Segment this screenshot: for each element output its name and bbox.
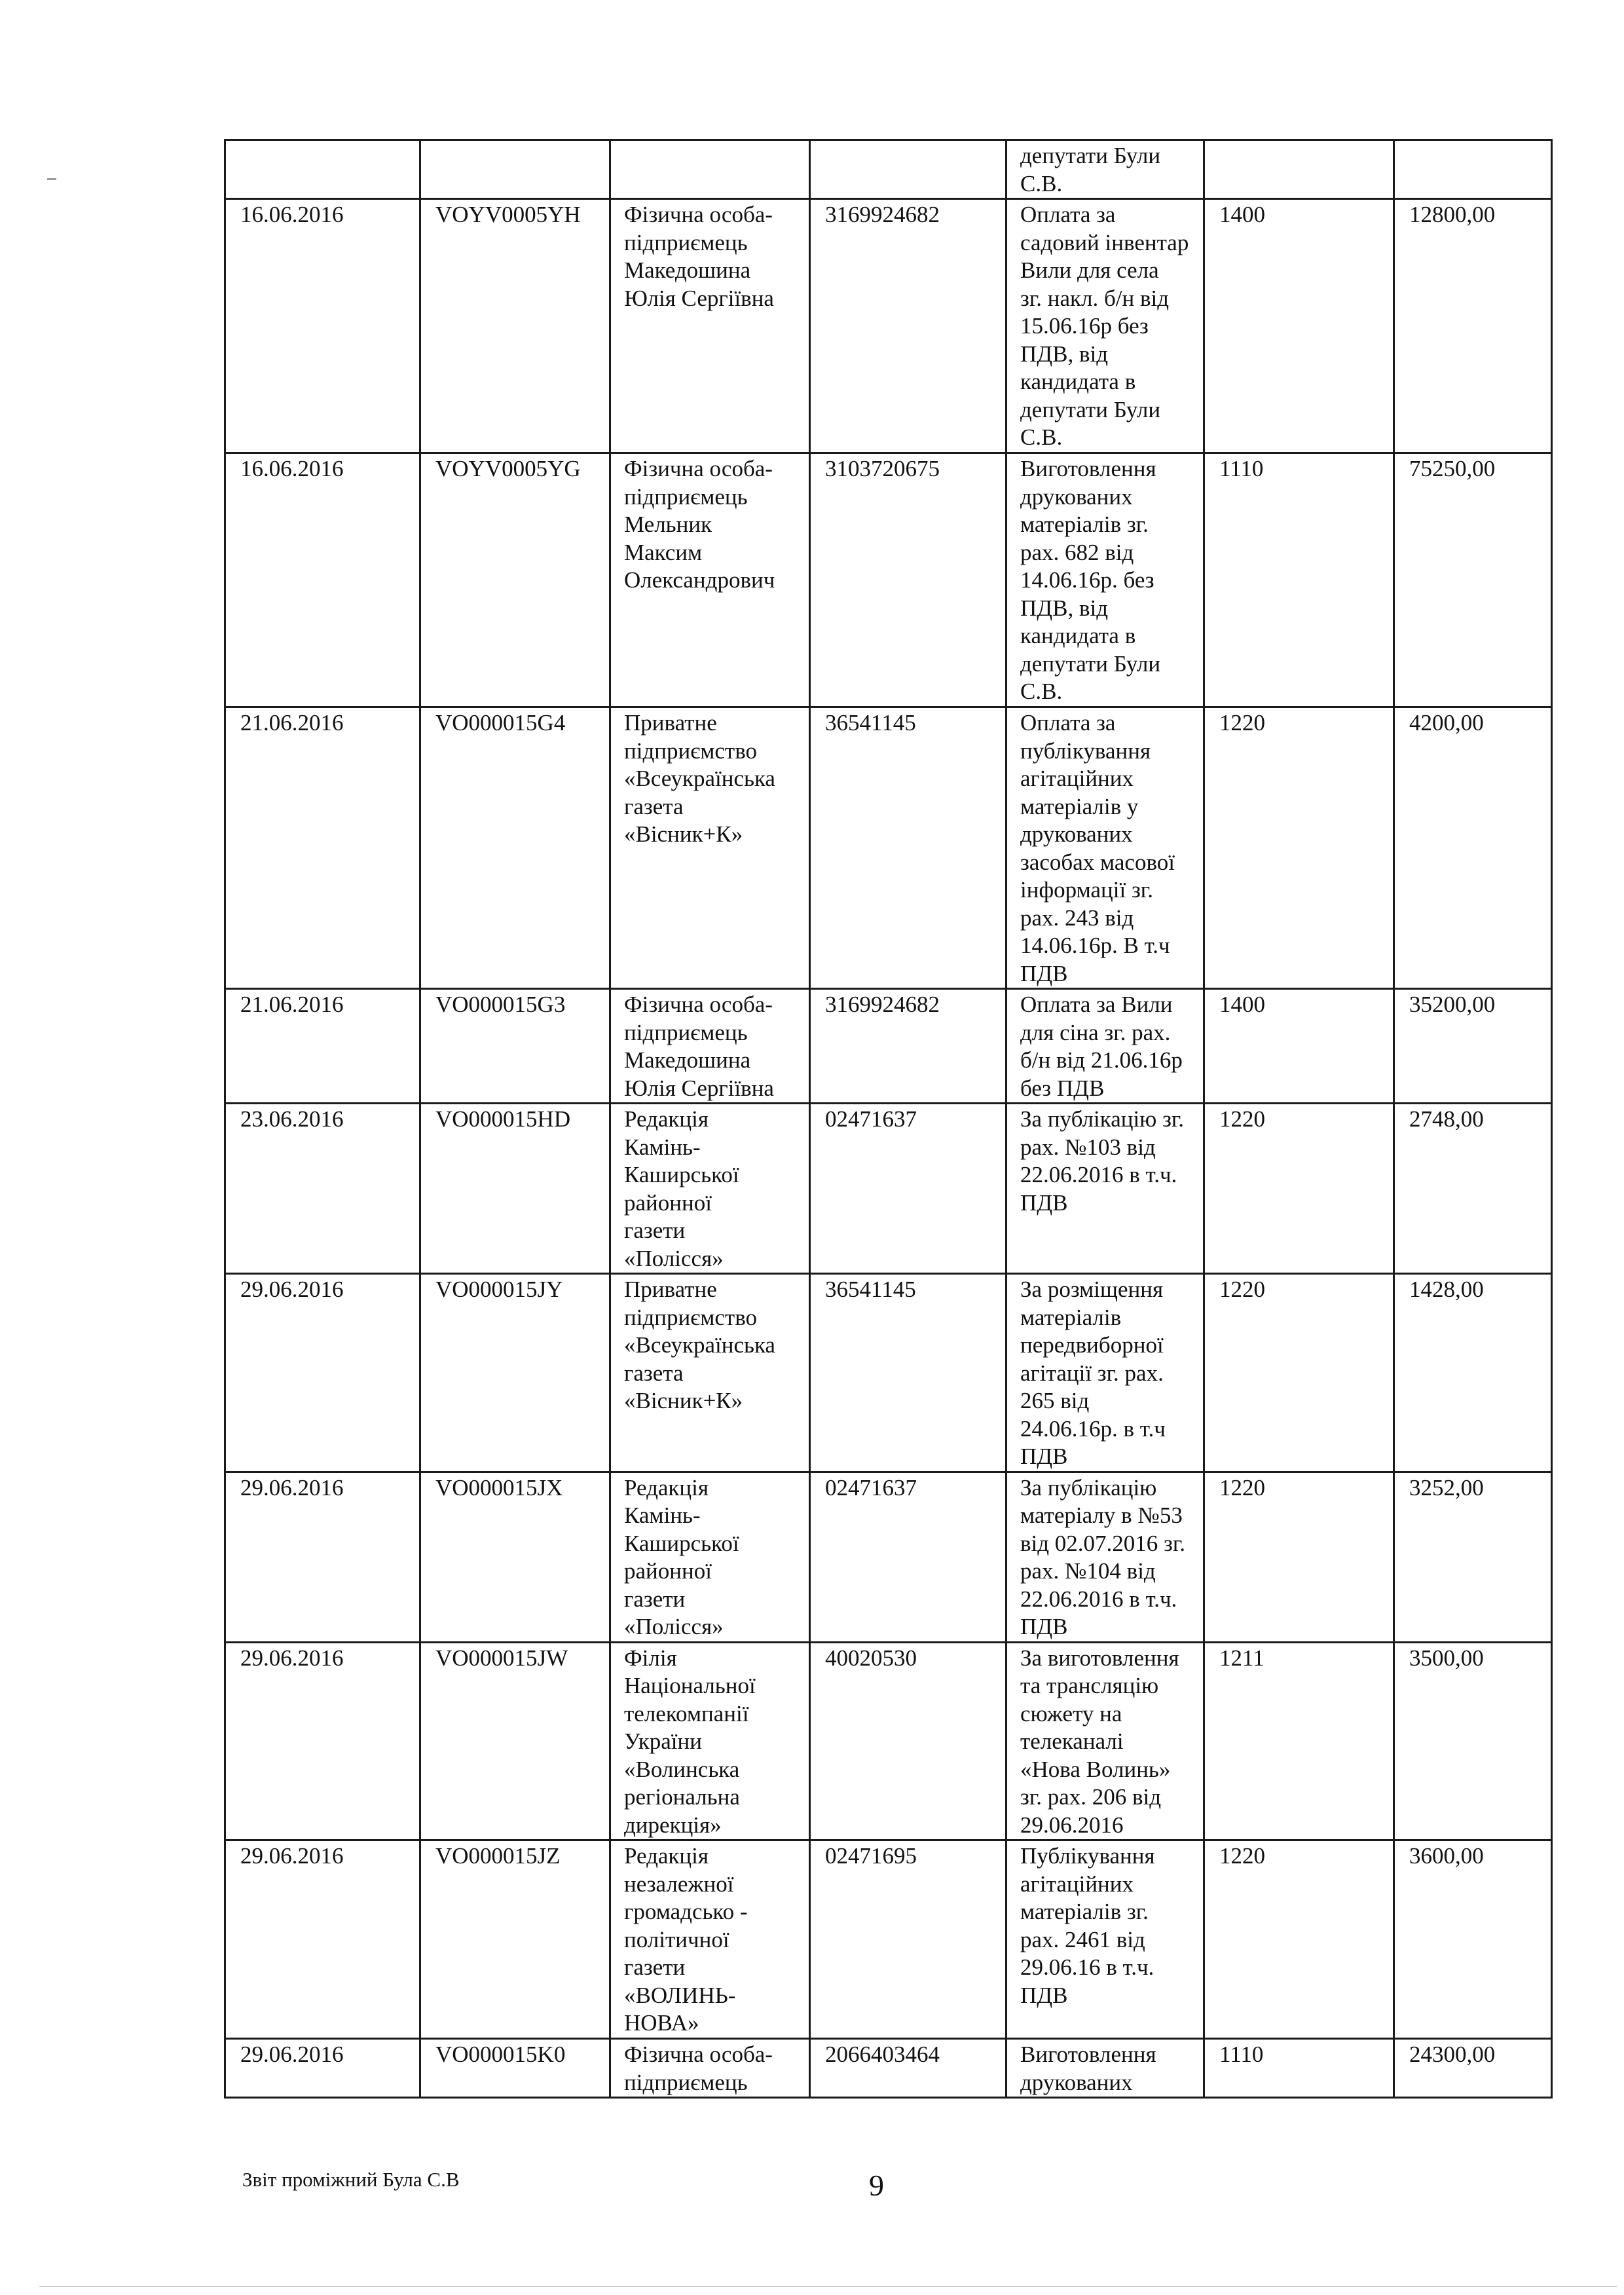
- text-line: газети: [624, 1954, 686, 1980]
- text-line: садовий інвентар: [1020, 229, 1189, 255]
- cell-purpose: [1006, 1104, 1204, 1274]
- text-line: інформації зг.: [1020, 877, 1153, 903]
- text-line: Олександрович: [624, 567, 775, 593]
- cell-amount: 12800,00: [1394, 199, 1552, 453]
- cell-article-code: 1110: [1204, 2039, 1394, 2098]
- table-row: [225, 1274, 1552, 1472]
- text-line: «Всеукраїнська: [624, 766, 775, 791]
- cell-document-number: VO000015JX: [420, 1472, 610, 1642]
- cell-code: [810, 140, 1006, 199]
- text-line: «Полісся»: [624, 1245, 724, 1271]
- cell-payee: [610, 453, 810, 707]
- cell-amount: 2748,00: [1394, 1104, 1552, 1274]
- cell-payee: [610, 140, 810, 199]
- text-line: матеріалів зг.: [1020, 512, 1149, 537]
- text-line: Максим: [624, 539, 703, 565]
- cell-article-code: 1220: [1204, 707, 1394, 989]
- cell-date: 29.06.2016: [225, 1472, 420, 1642]
- text-line: С.В.: [1020, 679, 1063, 704]
- text-line: Редакція: [624, 1474, 709, 1501]
- cell-document-number: VOYV0005YH: [420, 199, 610, 453]
- text-line: За публікацію: [1020, 1474, 1157, 1501]
- text-line: без ПДВ: [1020, 1075, 1105, 1101]
- text-line: За публікацію зг.: [1020, 1106, 1185, 1132]
- text-line: Камінь-: [624, 1134, 701, 1160]
- scan-artifact: [47, 178, 56, 180]
- cell-payee: [610, 2039, 810, 2098]
- cell-date: 29.06.2016: [225, 2039, 420, 2098]
- text-line: Камінь-: [624, 1502, 701, 1528]
- text-line: рах. №104 від: [1020, 1558, 1156, 1584]
- text-line: політичної: [624, 1926, 729, 1952]
- table-row: [225, 1642, 1552, 1840]
- text-line: ПДВ, від: [1020, 341, 1109, 367]
- cell-code: 3169924682: [810, 199, 1006, 453]
- text-line: С.В.: [1020, 170, 1063, 196]
- text-line: матеріалів у: [1020, 793, 1139, 819]
- text-line: рах. 243 від: [1020, 905, 1134, 931]
- text-line: телеканалі: [1020, 1728, 1124, 1754]
- text-line: від 02.07.2016 зг.: [1020, 1530, 1186, 1556]
- text-line: кандидата в: [1020, 369, 1136, 394]
- table-row: [225, 1104, 1552, 1274]
- text-line: Вили для села: [1020, 257, 1159, 283]
- cell-article-code: 1110: [1204, 453, 1394, 707]
- text-line: С.В.: [1020, 424, 1063, 450]
- text-line: підприємець: [624, 229, 748, 255]
- cell-code: 3103720675: [810, 453, 1006, 707]
- text-line: агітаційних: [1020, 1871, 1134, 1897]
- cell-purpose: [1006, 989, 1204, 1104]
- cell-article-code: 1211: [1204, 1642, 1394, 1840]
- text-line: газета: [624, 793, 684, 819]
- text-line: рах. 682 від: [1020, 539, 1134, 565]
- cell-document-number: VO000015HD: [420, 1104, 610, 1274]
- text-line: ПДВ: [1020, 1189, 1068, 1216]
- text-line: Юлія Сергіївна: [624, 285, 774, 311]
- cell-amount: [1394, 140, 1552, 199]
- text-line: Оплата за: [1020, 202, 1116, 227]
- text-line: незалежної: [624, 1871, 734, 1897]
- text-line: ПДВ: [1020, 960, 1068, 986]
- text-line: друкованих: [1020, 821, 1133, 847]
- scan-edge-line: [39, 2286, 1617, 2287]
- text-line: районної: [624, 1558, 712, 1584]
- text-line: рах. 2461 від: [1020, 1926, 1145, 1952]
- cell-purpose: [1006, 1840, 1204, 2039]
- text-line: Фізична особа-: [624, 456, 773, 481]
- text-line: друкованих: [1020, 483, 1133, 510]
- text-line: агітаційних: [1020, 766, 1134, 791]
- table-row: [225, 1472, 1552, 1642]
- text-line: підприємець: [624, 1019, 748, 1045]
- cell-code: 02471695: [810, 1840, 1006, 2039]
- cell-date: 29.06.2016: [225, 1274, 420, 1472]
- table-row: [225, 140, 1552, 199]
- table-row: [225, 989, 1552, 1104]
- cell-article-code: 1220: [1204, 1840, 1394, 2039]
- text-line: 29.06.16 в т.ч.: [1020, 1954, 1154, 1980]
- text-line: Македошина: [624, 1047, 751, 1073]
- cell-date: 29.06.2016: [225, 1840, 420, 2039]
- cell-document-number: VO000015JZ: [420, 1840, 610, 2039]
- cell-purpose: [1006, 707, 1204, 989]
- cell-amount: 35200,00: [1394, 989, 1552, 1104]
- cell-code: 02471637: [810, 1104, 1006, 1274]
- text-line: газети: [624, 1586, 686, 1612]
- text-line: «Вісник+К»: [624, 1388, 743, 1413]
- text-line: матеріалів: [1020, 1304, 1122, 1330]
- cell-amount: 75250,00: [1394, 453, 1552, 707]
- cell-date: 21.06.2016: [225, 707, 420, 989]
- text-line: Фізична особа-: [624, 2042, 773, 2067]
- text-line: України: [624, 1728, 702, 1754]
- text-line: 24.06.16р. в т.ч: [1020, 1415, 1166, 1442]
- text-line: засобах масової: [1020, 849, 1175, 875]
- text-line: підприємець: [624, 483, 748, 510]
- table-row: [225, 2039, 1552, 2098]
- text-line: Редакція: [624, 1106, 709, 1132]
- text-line: для сіна зг. рах.: [1020, 1019, 1171, 1045]
- cell-document-number: VO000015G3: [420, 989, 610, 1104]
- text-line: «Полісся»: [624, 1614, 724, 1639]
- text-line: та трансляцію: [1020, 1673, 1159, 1698]
- cell-article-code: 1400: [1204, 199, 1394, 453]
- page-number: 9: [869, 2169, 884, 2202]
- text-line: Каширської: [624, 1162, 739, 1187]
- cell-purpose: [1006, 199, 1204, 453]
- table-body: [225, 140, 1552, 2098]
- text-line: «ВОЛИНЬ-: [624, 1982, 736, 2008]
- text-line: Фізична особа-: [624, 992, 773, 1017]
- cell-purpose: [1006, 453, 1204, 707]
- text-line: підприємець: [624, 2069, 748, 2095]
- text-line: «Всеукраїнська: [624, 1332, 775, 1358]
- text-line: 29.06.2016: [1020, 1812, 1124, 1838]
- text-line: Оплата за: [1020, 710, 1116, 736]
- cell-purpose: [1006, 1274, 1204, 1472]
- cell-article-code: [1204, 140, 1394, 199]
- cell-article-code: 1220: [1204, 1472, 1394, 1642]
- text-line: кандидата в: [1020, 623, 1136, 648]
- text-line: ПДВ: [1020, 1614, 1068, 1639]
- text-line: Виготовлення: [1020, 456, 1156, 481]
- text-line: Філія: [624, 1645, 677, 1671]
- cell-document-number: VO000015G4: [420, 707, 610, 989]
- text-line: 14.06.16р. без: [1020, 567, 1154, 593]
- table-row: [225, 199, 1552, 453]
- text-line: сюжету на: [1020, 1700, 1122, 1726]
- text-line: газети: [624, 1218, 686, 1243]
- cell-amount: 1428,00: [1394, 1274, 1552, 1472]
- text-line: 265 від: [1020, 1388, 1090, 1413]
- table-row: [225, 707, 1552, 989]
- cell-document-number: VO000015JY: [420, 1274, 610, 1472]
- text-line: передвиборної: [1020, 1332, 1164, 1358]
- text-line: друкованих: [1020, 2069, 1133, 2095]
- cell-code: 02471637: [810, 1472, 1006, 1642]
- text-line: Мельник: [624, 512, 712, 537]
- cell-payee: [610, 1840, 810, 2039]
- expenses-table: [224, 139, 1553, 2099]
- text-line: зг. накл. б/н від: [1020, 285, 1170, 311]
- text-line: За виготовлення: [1020, 1645, 1179, 1671]
- cell-article-code: 1220: [1204, 1104, 1394, 1274]
- text-line: ПДВ: [1020, 1444, 1068, 1469]
- cell-payee: [610, 707, 810, 989]
- text-line: ПДВ: [1020, 1982, 1068, 2008]
- cell-date: 23.06.2016: [225, 1104, 420, 1274]
- text-line: б/н від 21.06.16р: [1020, 1047, 1183, 1073]
- text-line: матеріалів зг.: [1020, 1899, 1149, 1924]
- cell-purpose: [1006, 1642, 1204, 1840]
- cell-date: 29.06.2016: [225, 1642, 420, 1840]
- text-line: Оплата за Вили: [1020, 992, 1173, 1017]
- text-line: Приватне: [624, 710, 717, 736]
- text-line: 22.06.2016 в т.ч.: [1020, 1162, 1177, 1187]
- text-line: Македошина: [624, 257, 751, 283]
- cell-payee: [610, 1104, 810, 1274]
- cell-date: 21.06.2016: [225, 989, 420, 1104]
- cell-code: 3169924682: [810, 989, 1006, 1104]
- text-line: рах. №103 від: [1020, 1134, 1156, 1160]
- text-line: публікування: [1020, 737, 1151, 764]
- text-line: матеріалу в №53: [1020, 1502, 1183, 1528]
- cell-purpose: [1006, 2039, 1204, 2098]
- cell-code: 36541145: [810, 707, 1006, 989]
- cell-date: 16.06.2016: [225, 453, 420, 707]
- cell-document-number: [420, 140, 610, 199]
- text-line: 15.06.16р без: [1020, 313, 1149, 339]
- cell-amount: 4200,00: [1394, 707, 1552, 989]
- text-line: Національної: [624, 1673, 756, 1698]
- cell-amount: 3600,00: [1394, 1840, 1552, 2039]
- cell-payee: [610, 1642, 810, 1840]
- cell-article-code: 1400: [1204, 989, 1394, 1104]
- text-line: 14.06.16р. В т.ч: [1020, 933, 1170, 958]
- text-line: регіональна: [624, 1784, 740, 1810]
- text-line: 22.06.2016 в т.ч.: [1020, 1586, 1177, 1612]
- text-line: громадсько -: [624, 1899, 748, 1924]
- text-line: депутати Були: [1020, 650, 1161, 677]
- report-title-footer: Звіт проміжний Була С.В: [242, 2168, 460, 2191]
- text-line: телекомпанії: [624, 1700, 749, 1726]
- text-line: «Волинська: [624, 1756, 740, 1782]
- cell-document-number: VO000015JW: [420, 1642, 610, 1840]
- text-line: «Нова Волинь»: [1020, 1756, 1171, 1782]
- table-row: [225, 453, 1552, 707]
- cell-document-number: VOYV0005YG: [420, 453, 610, 707]
- cell-payee: [610, 989, 810, 1104]
- cell-amount: 24300,00: [1394, 2039, 1552, 2098]
- cell-payee: [610, 199, 810, 453]
- cell-amount: 3500,00: [1394, 1642, 1552, 1840]
- cell-payee: [610, 1274, 810, 1472]
- text-line: Публікування: [1020, 1843, 1155, 1869]
- text-line: Виготовлення: [1020, 2042, 1156, 2067]
- cell-date: [225, 140, 420, 199]
- text-line: Юлія Сергіївна: [624, 1075, 774, 1101]
- cell-amount: 3252,00: [1394, 1472, 1552, 1642]
- cell-document-number: VO000015K0: [420, 2039, 610, 2098]
- text-line: агітації зг. рах.: [1020, 1360, 1164, 1386]
- cell-code: 2066403464: [810, 2039, 1006, 2098]
- text-line: депутати Були: [1020, 396, 1161, 422]
- table-row: [225, 1840, 1552, 2039]
- text-line: НОВА»: [624, 2010, 699, 2036]
- text-line: дирекція»: [624, 1812, 722, 1838]
- text-line: Каширської: [624, 1530, 739, 1556]
- text-line: підприємство: [624, 1304, 758, 1330]
- text-line: депутати Були: [1020, 143, 1161, 168]
- text-line: районної: [624, 1189, 712, 1216]
- cell-code: 36541145: [810, 1274, 1006, 1472]
- cell-purpose: [1006, 1472, 1204, 1642]
- cell-article-code: 1220: [1204, 1274, 1394, 1472]
- text-line: ПДВ, від: [1020, 595, 1109, 621]
- text-line: підприємство: [624, 737, 758, 764]
- text-line: Приватне: [624, 1277, 717, 1302]
- text-line: Фізична особа-: [624, 202, 773, 227]
- text-line: «Вісник+К»: [624, 821, 743, 847]
- text-line: Редакція: [624, 1843, 709, 1869]
- cell-date: 16.06.2016: [225, 199, 420, 453]
- cell-purpose: [1006, 140, 1204, 199]
- cell-code: 40020530: [810, 1642, 1006, 1840]
- text-line: зг. рах. 206 від: [1020, 1784, 1162, 1810]
- text-line: газета: [624, 1360, 684, 1386]
- text-line: За розміщення: [1020, 1277, 1164, 1302]
- cell-payee: [610, 1472, 810, 1642]
